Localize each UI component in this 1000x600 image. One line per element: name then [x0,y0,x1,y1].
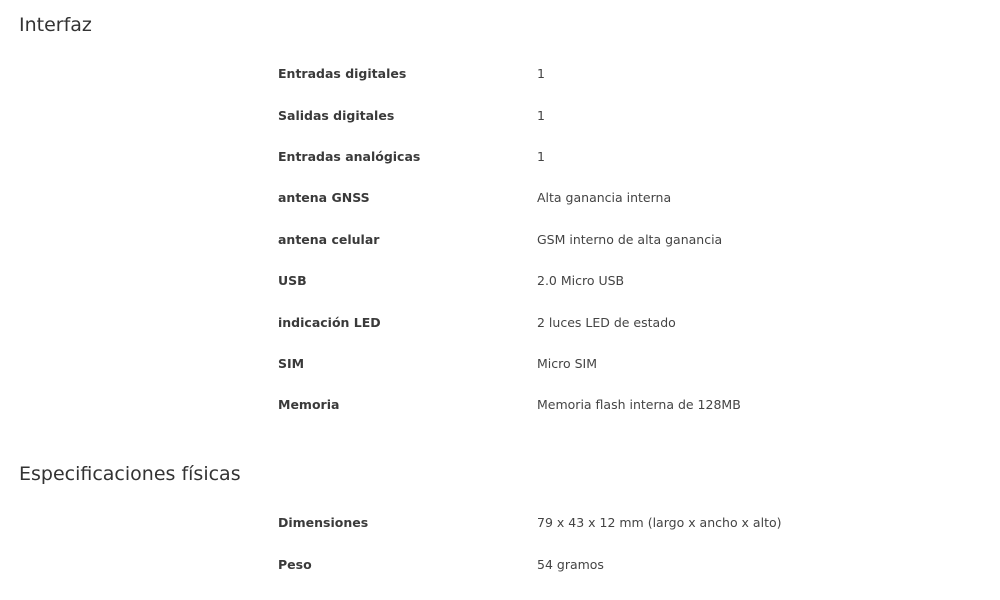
spec-row [278,502,838,543]
spec-label: Entradas digitales [278,66,407,82]
section-title-especificaciones-fisicas: Especificaciones físicas [19,463,241,485]
spec-value: 1 [537,66,545,82]
spec-row [278,219,838,260]
spec-label: Entradas analógicas [278,148,421,164]
spec-value: 2.0 Micro USB [537,273,625,289]
spec-value: 2 luces LED de estado [537,314,676,330]
spec-label: Salidas digitales [278,107,395,123]
spec-label: Dimensiones [278,515,369,531]
spec-label: Peso [278,556,312,572]
spec-row [278,543,838,584]
spec-row [278,343,838,384]
spec-label: antena GNSS [278,190,370,206]
spec-value: GSM interno de alta ganancia [537,231,723,247]
spec-value: 79 x 43 x 12 mm (largo x ancho x alto) [537,515,782,531]
spec-label: Memoria [278,397,340,413]
spec-label: SIM [278,355,305,371]
spec-value: Micro SIM [537,355,598,371]
section-title-interfaz: Interfaz [19,14,92,36]
spec-table-interfaz [278,53,838,426]
spec-value: 1 [537,107,545,123]
spec-row [278,384,838,425]
spec-row [278,53,838,94]
spec-value: Alta ganancia interna [537,190,672,206]
spec-value: 1 [537,148,545,164]
spec-label: antena celular [278,231,380,247]
spec-value: 54 gramos [537,556,604,572]
spec-row [278,94,838,135]
spec-label: USB [278,273,307,289]
spec-row [278,136,838,177]
spec-row [278,177,838,218]
spec-row [278,301,838,342]
spec-row [278,260,838,301]
spec-value: Memoria flash interna de 128MB [537,397,741,413]
spec-label: indicación LED [278,314,381,330]
spec-table-especificaciones-fisicas [278,502,838,585]
